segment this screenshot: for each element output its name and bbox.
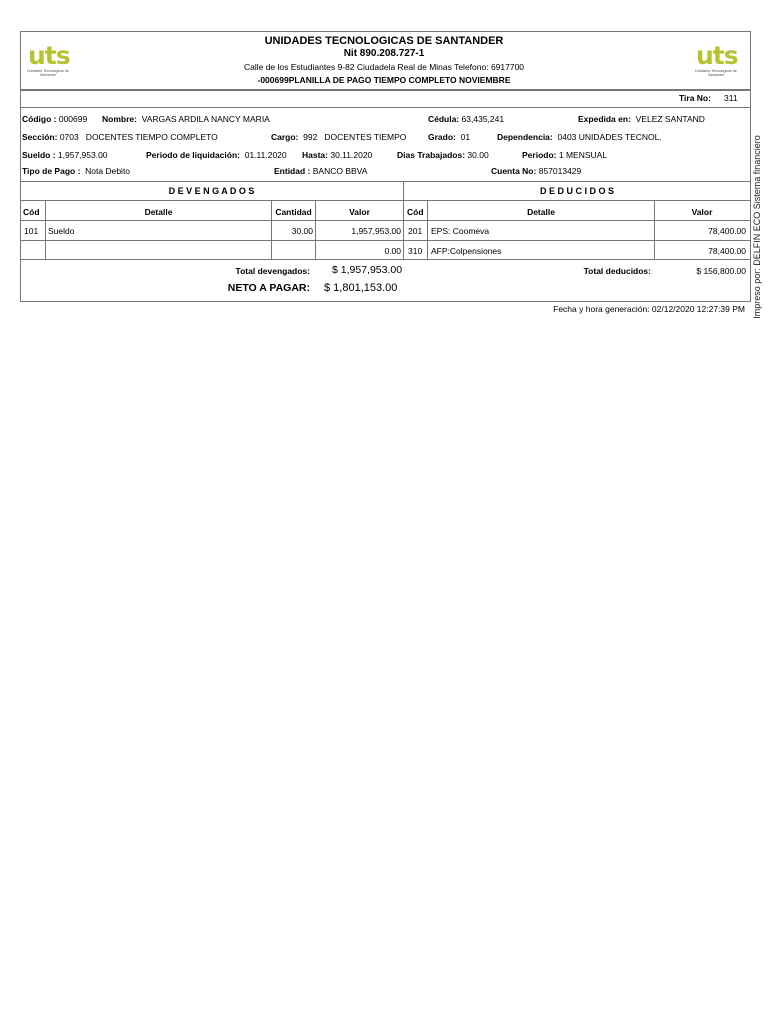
dev-col-cantidad: Cantidad (275, 207, 312, 217)
neto-label: NETO A PAGAR: (227, 282, 310, 294)
periodo-value: 1 MENSUAL (558, 150, 608, 160)
periodo-label: Periodo: (522, 150, 557, 160)
row-divider (20, 240, 750, 241)
total-devengados-label: Total devengados: (235, 266, 310, 276)
tira-label: Tira No: (679, 93, 711, 103)
logo-caption: Unidades Tecnológicas de Santander (27, 69, 69, 77)
hasta-value: 30.11.2020 (330, 150, 373, 160)
logo-mark: uts (696, 41, 738, 70)
ded-col-detalle: Detalle (527, 207, 555, 217)
codigo-label: Código : (22, 114, 57, 124)
cedula-label: Cédula: (428, 114, 460, 124)
table-top (20, 181, 750, 182)
dev-row-valor: 1,957,953.00 (351, 226, 401, 236)
sueldo-field (22, 150, 108, 160)
sueldo-value: 1,957,953.00 (57, 150, 108, 160)
entidad-label: Entidad : (274, 166, 311, 176)
cargo-label: Cargo: (271, 132, 299, 142)
expedida-label: Expedida en: (578, 114, 631, 124)
cargo-field (271, 132, 406, 142)
cargo-value: 992 DOCENTES TIEMPO (303, 132, 407, 142)
ded-row-valor: 78,400.00 (708, 226, 746, 236)
entidad-field (274, 166, 367, 176)
expedida-field (578, 114, 705, 124)
hasta-label: Hasta: (302, 150, 328, 160)
cuenta-label: Cuenta No: (491, 166, 537, 176)
neto-value: $ 1,801,153.00 (324, 282, 398, 294)
tipo-pago-field (22, 166, 130, 176)
total-deducidos-value: $ 156,800.00 (696, 266, 746, 276)
hasta-field (302, 150, 372, 160)
column-header-divider (20, 220, 750, 221)
periodo-liq-label: Periodo de liquidación: (146, 150, 240, 160)
row-divider (20, 259, 750, 260)
tipo-pago-value: Nota Debito (85, 166, 131, 176)
dev-col-cod: Cód (23, 207, 40, 217)
dev-row-valor: 0.00 (384, 246, 401, 256)
seccion-value: 0703 DOCENTES TIEMPO COMPLETO (59, 132, 218, 142)
uts-logo-left (24, 42, 72, 78)
ded-row-detalle: EPS: Coomeva (431, 226, 490, 236)
section-header-divider (20, 200, 750, 201)
logo-caption: Unidades Tecnológicas de Santander (695, 69, 737, 77)
nombre-field (102, 114, 270, 124)
periodo-liq-value: 01.11.2020 (244, 150, 287, 160)
periodo-liq-field (146, 150, 287, 160)
uts-logo-right (692, 42, 740, 78)
dev-row-cod: 101 (24, 226, 39, 236)
dias-label: Dias Trabajados: (397, 150, 466, 160)
deducidos-title: D E D U C I D O S (539, 186, 614, 196)
cedula-value: 63,435,241 (461, 114, 505, 124)
planilla-title: -000699PLANILLA DE PAGO TIEMPO COMPLETO NOVIEMBRE (257, 75, 511, 85)
expedida-value: VELEZ SANTAND (635, 114, 705, 124)
dependencia-label: Dependencia: (497, 132, 553, 142)
grado-label: Grado: (428, 132, 456, 142)
dev-col-detalle: Detalle (144, 207, 173, 217)
dev-row-detalle: Sueldo (48, 226, 75, 236)
divider (20, 107, 750, 108)
devengados-title: D E V E N G A D O S (168, 186, 255, 196)
logo-mark: uts (28, 41, 70, 70)
dias-field (397, 150, 489, 160)
address: Calle de los Estudiantes 9-82 Ciudadela Real de Minas Telefono: 6917700 (243, 62, 525, 72)
grado-field (428, 132, 470, 142)
tipo-pago-label: Tipo de Pago : (22, 166, 81, 176)
ded-col-valor: Valor (691, 207, 713, 217)
seccion-label: Sección: (22, 132, 58, 142)
grado-value: 01 (460, 132, 471, 142)
codigo-value: 000699 (58, 114, 88, 124)
dev-row-cantidad: 30.00 (291, 226, 313, 236)
cuenta-field (491, 166, 581, 176)
ded-row-detalle: AFP:Colpensiones (431, 246, 502, 256)
printed-by: Impreso por: DELFIN ECO Sistema financiero (752, 135, 762, 319)
sueldo-label: Sueldo : (22, 150, 56, 160)
dev-col-valor: Valor (349, 207, 370, 217)
ded-col-cod: Cód (407, 207, 424, 217)
total-devengados-value: $ 1,957,953.00 (332, 264, 403, 276)
cedula-field (428, 114, 504, 124)
ded-row-cod: 310 (408, 246, 423, 256)
nombre-label: Nombre: (102, 114, 137, 124)
nit: Nit 890.208.727-1 (343, 48, 425, 59)
ded-row-valor: 78,400.00 (708, 246, 746, 256)
generated-timestamp: Fecha y hora generación: 02/12/2020 12:27:39 PM (553, 304, 745, 314)
seccion-field (22, 132, 218, 142)
total-deducidos-label: Total deducidos: (583, 266, 651, 276)
codigo-field (22, 114, 87, 124)
dias-value: 30.00 (467, 150, 489, 160)
ded-row-cod: 201 (408, 226, 423, 236)
dependencia-field (497, 132, 662, 142)
dependencia-value: 0403 UNIDADES TECNOL. (557, 132, 662, 142)
periodo-field (522, 150, 607, 160)
cuenta-value: 857013429 (538, 166, 582, 176)
nombre-value: VARGAS ARDILA NANCY MARIA (141, 114, 270, 124)
entidad-value: BANCO BBVA (312, 166, 368, 176)
institution-name: UNIDADES TECNOLOGICAS DE SANTANDER (264, 35, 504, 47)
tira-value: 311 (724, 93, 738, 103)
